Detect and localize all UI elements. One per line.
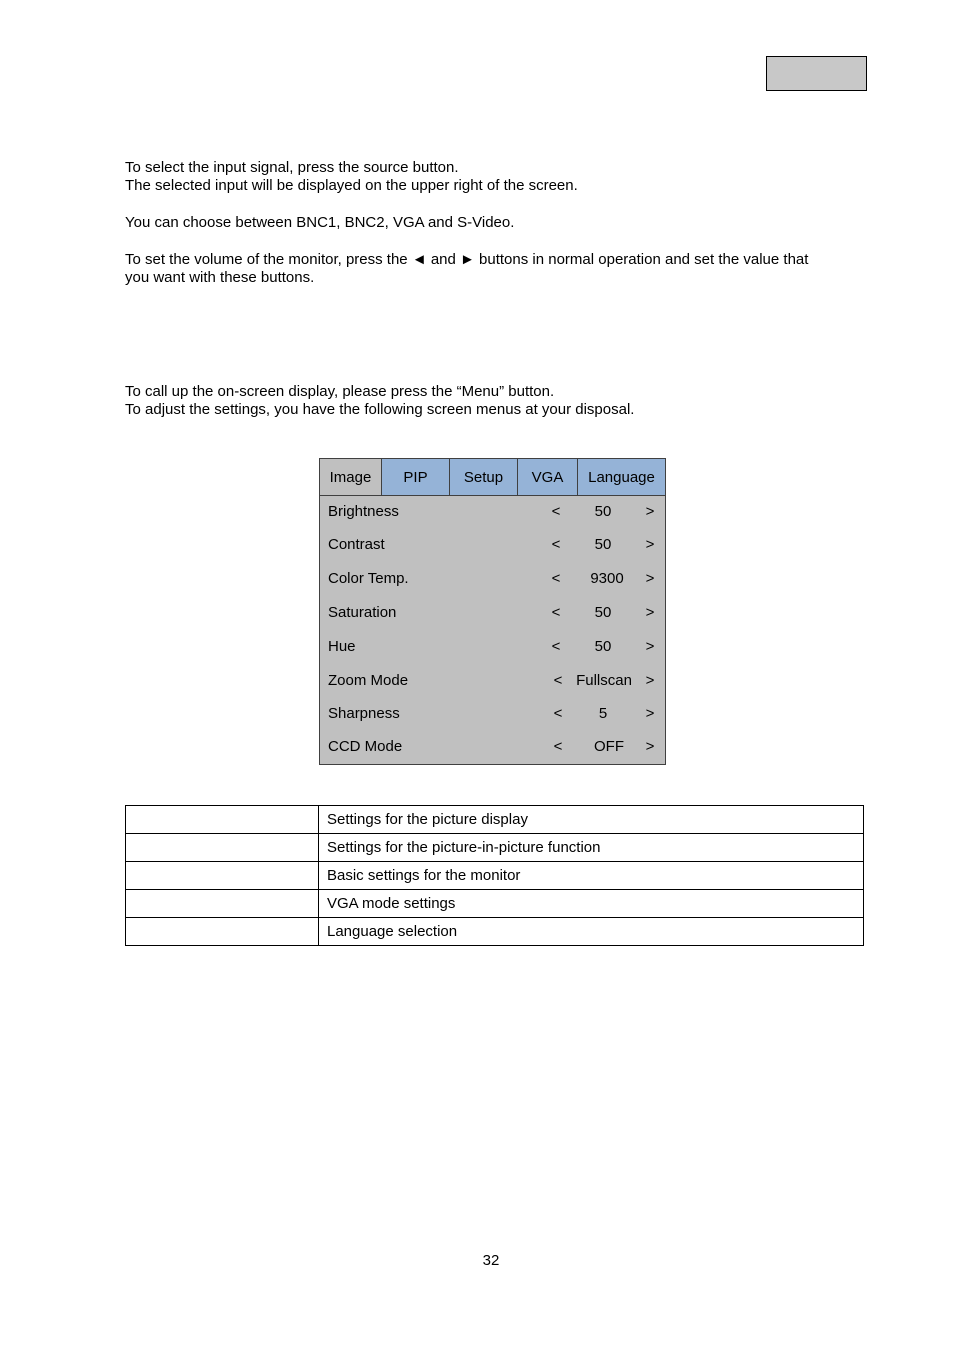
table-cell-key — [126, 890, 319, 918]
setting-value: 50 — [594, 638, 612, 655]
intro-paragraph-source — [125, 159, 865, 195]
tab-setup[interactable]: Setup — [449, 459, 517, 495]
header-box — [766, 56, 867, 91]
tab-language[interactable]: Language — [577, 459, 665, 495]
setting-label: Sharpness — [328, 705, 400, 722]
setting-ccd-mode — [320, 737, 665, 757]
setting-label: Saturation — [328, 604, 397, 621]
decrease-button[interactable]: < — [553, 738, 563, 755]
setting-label: Brightness — [328, 503, 399, 520]
intro-line: To set the volume of the monitor, press the ◄ and ► buttons in normal operation and set the value that — [125, 251, 809, 268]
increase-button[interactable]: > — [645, 638, 655, 655]
decrease-button[interactable]: < — [551, 638, 561, 655]
decrease-button[interactable]: < — [553, 672, 563, 689]
decrease-button[interactable]: < — [551, 503, 561, 520]
increase-button[interactable]: > — [645, 604, 655, 621]
table-cell-description: Settings for the picture display — [319, 806, 864, 834]
setting-zoom-mode — [320, 671, 665, 691]
table-cell-key — [126, 834, 319, 862]
decrease-button[interactable]: < — [553, 705, 563, 722]
intro-paragraph-volume — [125, 251, 865, 287]
table-cell-key — [126, 806, 319, 834]
table-cell-description: Language selection — [319, 918, 864, 946]
table-cell-description: VGA mode settings — [319, 890, 864, 918]
intro-line: You can choose between BNC1, BNC2, VGA and S-Video. — [125, 214, 515, 231]
increase-button[interactable]: > — [645, 672, 655, 689]
table-row — [126, 918, 864, 946]
setting-contrast — [320, 535, 665, 555]
setting-brightness — [320, 502, 665, 522]
table-row — [126, 890, 864, 918]
setting-value: Fullscan — [576, 672, 632, 689]
intro-line: The selected input will be displayed on the upper right of the screen. — [125, 177, 578, 194]
increase-button[interactable]: > — [645, 705, 655, 722]
increase-button[interactable]: > — [645, 738, 655, 755]
table-cell-description: Basic settings for the monitor — [319, 862, 864, 890]
osd-menu — [319, 458, 666, 765]
intro-paragraph-inputs — [125, 214, 865, 232]
table-cell-description: Settings for the picture-in-picture function — [319, 834, 864, 862]
table-row — [126, 834, 864, 862]
setting-label: Hue — [328, 638, 356, 655]
decrease-button[interactable]: < — [551, 570, 561, 587]
table-row — [126, 862, 864, 890]
setting-label: CCD Mode — [328, 738, 403, 755]
page-number: 32 — [482, 1252, 500, 1269]
tab-pip[interactable]: PIP — [381, 459, 449, 495]
menu-intro-line: To adjust the settings, you have the following screen menus at your disposal. — [125, 401, 635, 418]
osd-tab-bar — [320, 459, 665, 496]
setting-value: 9300 — [590, 570, 624, 587]
setting-color-temp — [320, 569, 665, 589]
setting-value: 50 — [594, 536, 612, 553]
increase-button[interactable]: > — [645, 536, 655, 553]
table-cell-key — [126, 918, 319, 946]
menu-intro-line: To call up the on-screen display, please press the “Menu” button. — [125, 383, 555, 400]
setting-value: 50 — [594, 604, 612, 621]
setting-value: OFF — [594, 738, 624, 755]
tab-vga[interactable]: VGA — [517, 459, 577, 495]
table-cell-key — [126, 862, 319, 890]
setting-value: 5 — [598, 705, 608, 722]
increase-button[interactable]: > — [645, 503, 655, 520]
setting-saturation — [320, 603, 665, 623]
decrease-button[interactable]: < — [551, 604, 561, 621]
increase-button[interactable]: > — [645, 570, 655, 587]
table-row — [126, 806, 864, 834]
setting-hue — [320, 637, 665, 657]
setting-label: Zoom Mode — [328, 672, 409, 689]
setting-value: 50 — [594, 503, 612, 520]
tab-image[interactable]: Image — [320, 459, 381, 495]
intro-line: To select the input signal, press the source button. — [125, 159, 459, 176]
decrease-button[interactable]: < — [551, 536, 561, 553]
menu-intro-paragraph — [125, 383, 865, 419]
setting-label: Contrast — [328, 536, 385, 553]
setting-sharpness — [320, 704, 665, 724]
setting-label: Color Temp. — [328, 570, 409, 587]
menu-description-table — [125, 805, 864, 946]
intro-line: you want with these buttons. — [125, 269, 315, 286]
